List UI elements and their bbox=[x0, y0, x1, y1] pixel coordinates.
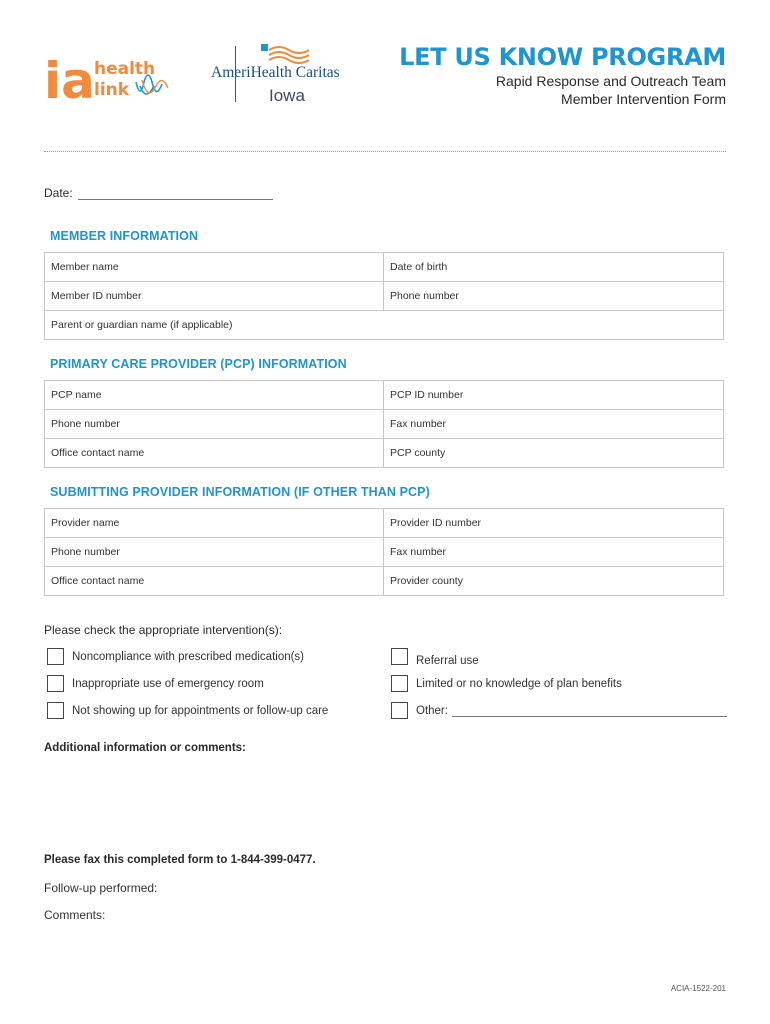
checkbox-box[interactable] bbox=[391, 675, 408, 692]
pcp-info-table bbox=[44, 380, 724, 468]
logo-ia-text: ia bbox=[44, 52, 95, 106]
checkbox-label: Inappropriate use of emergency room bbox=[72, 677, 264, 690]
table-row bbox=[45, 410, 724, 439]
interventions-heading: Please check the appropriate intervention(s): bbox=[44, 623, 283, 637]
provider-phone-field[interactable]: Phone number bbox=[45, 538, 384, 567]
date-label: Date: bbox=[44, 186, 73, 200]
pcp-county-field[interactable]: PCP county bbox=[384, 439, 724, 468]
flag-icon bbox=[261, 44, 421, 66]
checkbox-box[interactable] bbox=[47, 702, 64, 719]
page-header bbox=[44, 42, 726, 112]
checkbox-label: Limited or no knowledge of plan benefits bbox=[416, 677, 622, 690]
date-of-birth-field[interactable]: Date of birth bbox=[384, 253, 724, 282]
pcp-office-contact-field[interactable]: Office contact name bbox=[45, 439, 384, 468]
ia-health-link-logo bbox=[44, 46, 194, 106]
date-row bbox=[44, 186, 273, 200]
provider-office-contact-field[interactable]: Office contact name bbox=[45, 567, 384, 596]
fax-instruction: Please fax this completed form to 1-844-399-0477. bbox=[44, 854, 316, 866]
member-phone-field[interactable]: Phone number bbox=[384, 282, 724, 311]
logo-health-text: health bbox=[94, 59, 156, 79]
checkbox-emergency-room[interactable] bbox=[47, 675, 264, 692]
table-row bbox=[45, 567, 724, 596]
submitting-provider-table bbox=[44, 508, 724, 596]
pcp-fax-field[interactable]: Fax number bbox=[384, 410, 724, 439]
checkbox-box[interactable] bbox=[47, 648, 64, 665]
table-row bbox=[45, 381, 724, 410]
guardian-name-field[interactable]: Parent or guardian name (if applicable) bbox=[45, 311, 724, 340]
table-row bbox=[45, 509, 724, 538]
provider-id-field[interactable]: Provider ID number bbox=[384, 509, 724, 538]
submitting-provider-title: SUBMITTING PROVIDER INFORMATION (IF OTHER THAN PCP) bbox=[50, 485, 430, 499]
logo-link-text: link bbox=[94, 80, 130, 100]
pcp-name-field[interactable]: PCP name bbox=[45, 381, 384, 410]
checkbox-box[interactable] bbox=[391, 702, 408, 719]
checkbox-label: Referral use bbox=[416, 654, 479, 667]
additional-comments-heading: Additional information or comments: bbox=[44, 742, 246, 754]
member-info-table bbox=[44, 252, 724, 340]
checkbox-label: Not showing up for appointments or follow-up care bbox=[72, 704, 329, 717]
other-input-line[interactable] bbox=[452, 705, 727, 717]
subtitle-line-2: Member Intervention Form bbox=[561, 91, 726, 107]
pcp-info-title: PRIMARY CARE PROVIDER (PCP) INFORMATION bbox=[50, 357, 347, 371]
member-id-field[interactable]: Member ID number bbox=[45, 282, 384, 311]
pcp-phone-field[interactable]: Phone number bbox=[45, 410, 384, 439]
provider-county-field[interactable]: Provider county bbox=[384, 567, 724, 596]
ahc-state: Iowa bbox=[269, 86, 305, 105]
checkbox-other[interactable] bbox=[391, 702, 727, 719]
table-row bbox=[45, 253, 724, 282]
subtitle-line-1: Rapid Response and Outreach Team bbox=[495, 73, 726, 89]
table-row bbox=[45, 439, 724, 468]
checkbox-label: Other: bbox=[416, 704, 448, 717]
member-info-title: MEMBER INFORMATION bbox=[50, 229, 199, 243]
header-divider bbox=[44, 151, 726, 152]
checkbox-box[interactable] bbox=[391, 648, 408, 665]
provider-name-field[interactable]: Provider name bbox=[45, 509, 384, 538]
table-row bbox=[45, 538, 724, 567]
page-title: LET US KNOW PROGRAM bbox=[399, 43, 726, 71]
ahc-wordmark: AmeriHealth Caritas bbox=[211, 64, 340, 81]
form-code: ACIA-1522-201 bbox=[670, 984, 726, 993]
checkbox-noncompliance[interactable] bbox=[47, 648, 304, 665]
followup-label: Follow-up performed: bbox=[44, 881, 158, 895]
title-block bbox=[399, 42, 726, 108]
date-field[interactable] bbox=[78, 188, 273, 200]
table-row bbox=[45, 282, 724, 311]
pcp-id-field[interactable]: PCP ID number bbox=[384, 381, 724, 410]
checkbox-plan-benefits[interactable] bbox=[391, 675, 622, 692]
provider-fax-field[interactable]: Fax number bbox=[384, 538, 724, 567]
checkbox-missed-appointments[interactable] bbox=[47, 702, 328, 719]
amerihealth-caritas-logo bbox=[211, 44, 371, 106]
checkbox-label: Noncompliance with prescribed medication(s) bbox=[72, 650, 305, 663]
checkbox-box[interactable] bbox=[47, 675, 64, 692]
comments-label: Comments: bbox=[44, 908, 106, 922]
checkbox-referral-use[interactable] bbox=[391, 648, 479, 665]
member-name-field[interactable]: Member name bbox=[45, 253, 384, 282]
table-row bbox=[45, 311, 724, 340]
